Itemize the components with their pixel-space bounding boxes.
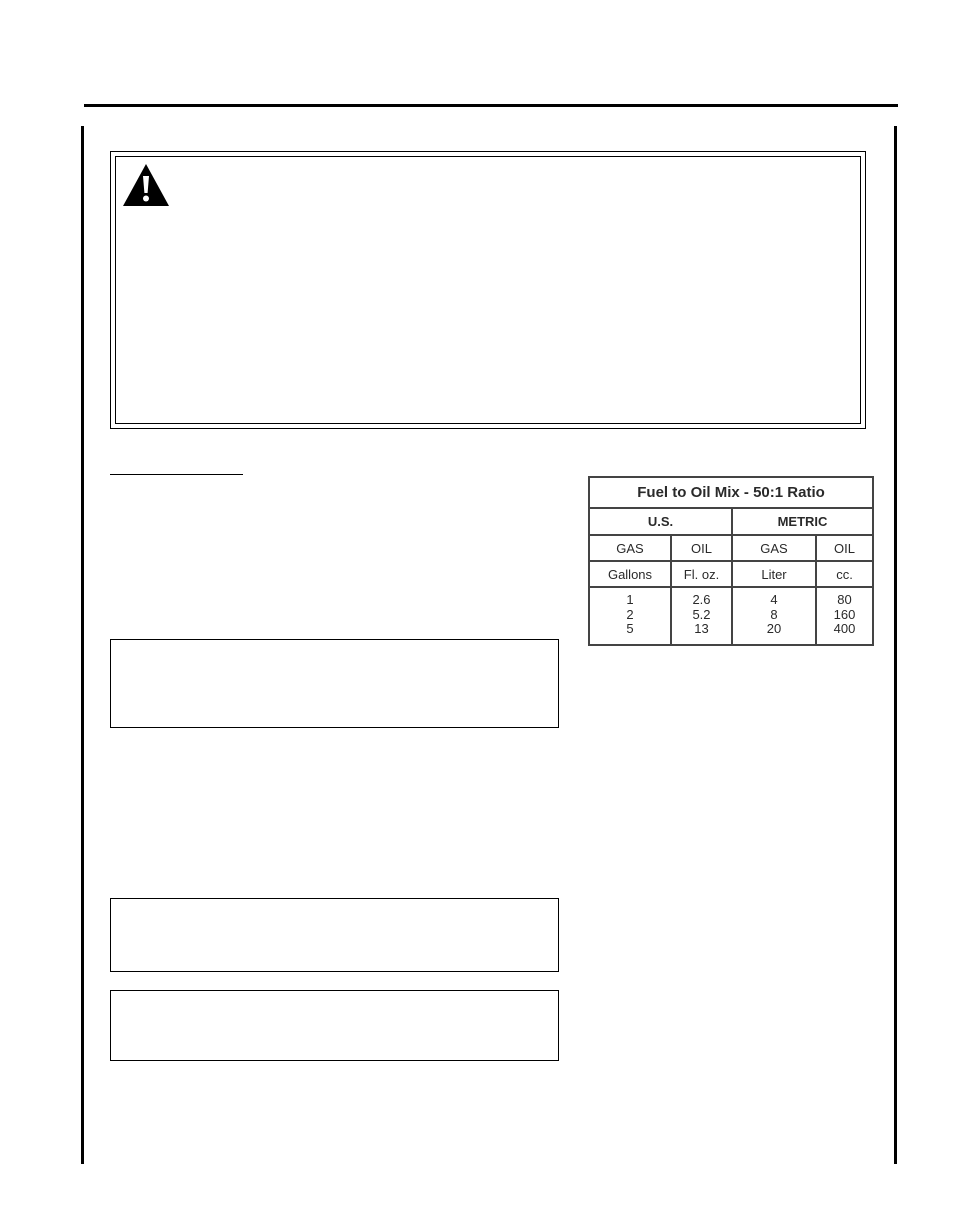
warning-box — [110, 151, 866, 429]
table-cell: 2.6 — [692, 592, 711, 607]
table-title: Fuel to Oil Mix - 50:1 Ratio — [589, 477, 873, 508]
table-value-column — [589, 587, 671, 645]
table-cell: 5.2 — [692, 606, 711, 622]
warning-box-inner — [115, 156, 861, 424]
table-value-column — [671, 587, 732, 645]
table-value-column — [732, 587, 816, 645]
table-cell: 4 — [770, 592, 778, 607]
fuel-oil-mix-table — [588, 476, 874, 646]
table-unit-cell: Liter — [732, 561, 816, 587]
note-box — [110, 639, 559, 728]
table-cell: 1 — [626, 592, 634, 607]
right-margin-rule — [894, 126, 897, 1164]
table-cell: 20 — [766, 621, 782, 636]
table-unit-cell: Gallons — [589, 561, 671, 587]
table-cell: 8 — [770, 606, 778, 622]
table-cell: 2 — [626, 606, 634, 622]
table-cell: 5 — [626, 621, 634, 636]
table-cell: 400 — [833, 621, 856, 636]
table-value-column — [816, 587, 873, 645]
header-rule — [84, 104, 898, 107]
left-margin-rule — [81, 126, 84, 1164]
table-cell: 13 — [694, 621, 709, 636]
table-header-cell: GAS — [589, 535, 671, 561]
table-unit-cell: Fl. oz. — [671, 561, 732, 587]
warning-triangle-icon — [122, 163, 170, 207]
table-cell: 160 — [833, 606, 856, 622]
table-header-cell: OIL — [671, 535, 732, 561]
table-system-metric: METRIC — [732, 508, 873, 535]
table-header-cell: OIL — [816, 535, 873, 561]
table-system-us: U.S. — [589, 508, 732, 535]
note-box — [110, 990, 559, 1061]
note-box — [110, 898, 559, 972]
table-unit-cell: cc. — [816, 561, 873, 587]
table-header-cell: GAS — [732, 535, 816, 561]
section-heading-underline — [110, 474, 243, 475]
table-cell: 80 — [837, 592, 852, 607]
